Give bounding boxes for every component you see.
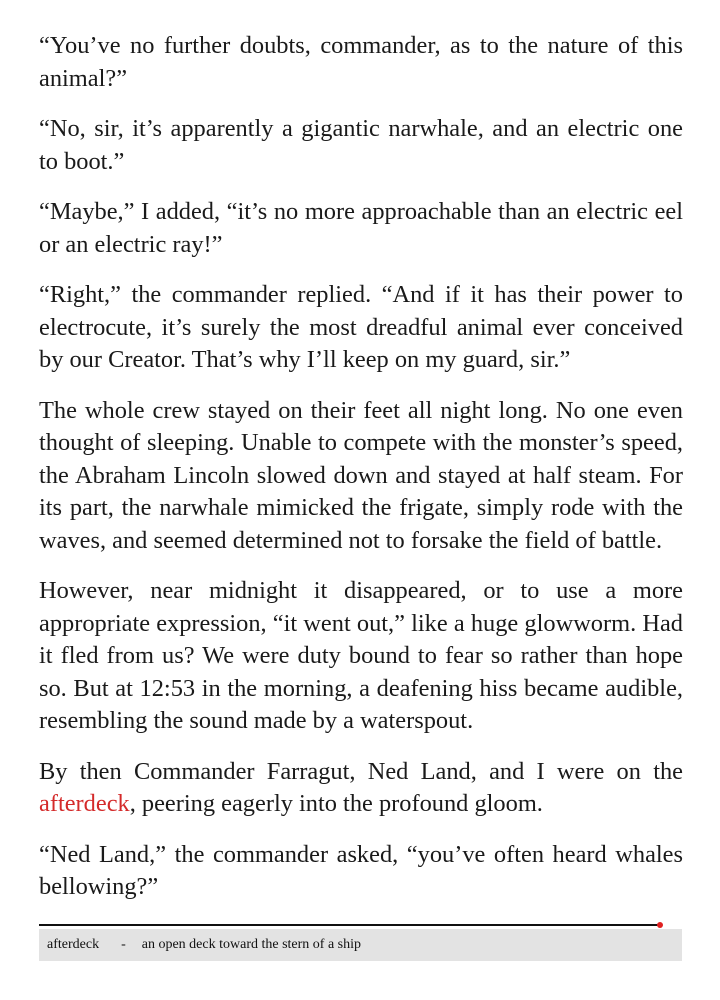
paragraph-6 bbox=[39, 575, 683, 738]
paragraph-8 bbox=[39, 839, 683, 904]
paragraph-text: By then Commander Farragut, Ned Land, and I were on the bbox=[39, 757, 683, 785]
paragraph-text: However, near midnight it disappeared, or to use a more appropriate expression, “it went out,” like a huge glowworm. Had it fled from us? We were duty bound to fear so rather than hope so. But at 12:53 in the morning, a deafening hiss became audible, resembling the sound made by a waterspout. bbox=[39, 577, 683, 734]
paragraph-text: “Ned Land,” the commander asked, “you’ve often heard whales bellowing?” bbox=[39, 840, 683, 900]
paragraph-text: “No, sir, it’s apparently a gigantic narwhale, and an electric one to boot.” bbox=[39, 115, 683, 175]
paragraph-3 bbox=[39, 196, 683, 261]
footnote-term: afterdeck bbox=[47, 937, 100, 952]
glossary-footnote bbox=[39, 929, 682, 961]
paragraph-text: , peering eagerly into the profound gloom. bbox=[129, 790, 543, 817]
footnote-separator: - bbox=[121, 937, 126, 952]
paragraph-text: “Maybe,” I added, “it’s no more approachable than an electric eel or an electric ray!” bbox=[39, 198, 683, 258]
page-body bbox=[39, 30, 683, 922]
paragraph-4 bbox=[39, 279, 683, 377]
paragraph-text: The whole crew stayed on their feet all night long. No one even thought of sleeping. Unable to compete with the monster’s speed, the Abraham Lincoln slowed down and stayed at half steam. For its part, the narwhale mimicked the frigate, simply rode with the waves, and seemed determined not to forsake the field of battle. bbox=[39, 396, 683, 554]
glossary-link-afterdeck[interactable]: afterdeck bbox=[39, 790, 130, 817]
footnote-divider bbox=[39, 924, 660, 926]
paragraph-2 bbox=[39, 113, 683, 178]
paragraph-text: “You’ve no further doubts, commander, as to the nature of this animal?” bbox=[39, 32, 683, 92]
paragraph-text: “Right,” the commander replied. “And if it has their power to electrocute, it’s surely the most dreadful animal ever conceived by our Creator. That’s why I’ll keep on my guard, sir.” bbox=[39, 281, 683, 373]
divider-marker-dot bbox=[657, 922, 663, 928]
paragraph-7 bbox=[39, 756, 683, 821]
paragraph-5 bbox=[39, 395, 683, 558]
footnote-definition: an open deck toward the stern of a ship bbox=[141, 937, 362, 952]
paragraph-1 bbox=[39, 30, 683, 95]
